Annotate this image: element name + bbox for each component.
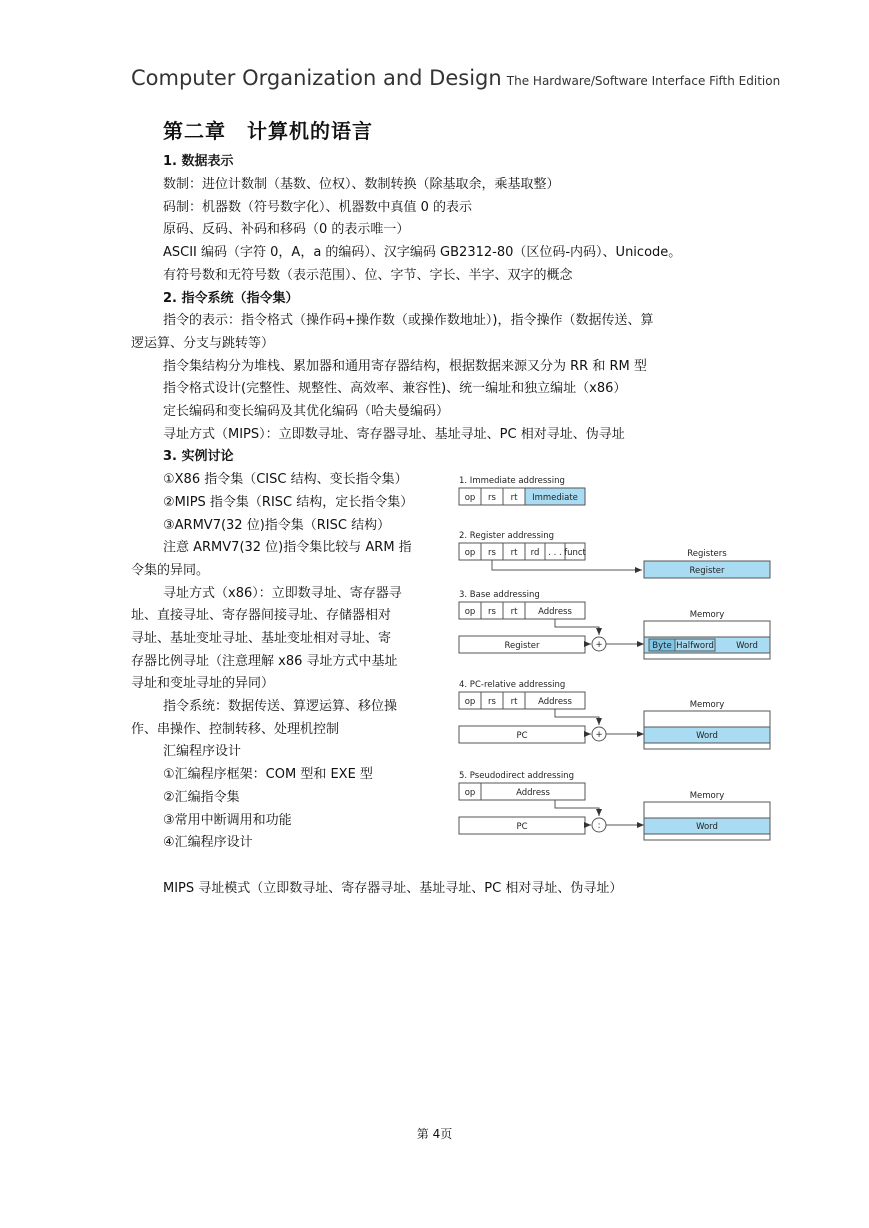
mode3-title: 3. Base addressing bbox=[459, 590, 540, 600]
field-ellipsis: . . . bbox=[548, 548, 562, 558]
adder-symbol: + bbox=[595, 730, 603, 740]
section-2-heading: 2. 指令系统（指令集） bbox=[163, 291, 299, 306]
section-3-line: 指令系统：数据传送、算逻运算、移位操 bbox=[163, 699, 398, 714]
section-2-line: 逻运算、分支与跳转等） bbox=[131, 336, 275, 351]
section-3-line: ②MIPS 指令集（RISC 结构，定长指令集） bbox=[163, 495, 414, 510]
field-rt: rt bbox=[510, 607, 518, 617]
section-3-line: 寻址和变址寻址的异同） bbox=[131, 676, 275, 691]
section-2-line: 指令的表示：指令格式（操作码+操作数（或操作数地址）)，指令操作（数据传送、算 bbox=[163, 313, 654, 328]
section-3-line: 址、直接寻址、寄存器间接寻址、存储器相对 bbox=[131, 608, 392, 623]
section-3-line: ④汇编程序设计 bbox=[163, 835, 253, 850]
memory-label: Memory bbox=[689, 610, 725, 620]
book-subtitle: The Hardware/Software Interface Fifth Edition bbox=[506, 74, 781, 88]
section-3-line: 存器比例寻址（注意理解 x86 寻址方式中基址 bbox=[131, 654, 398, 669]
field-rt: rt bbox=[510, 493, 518, 503]
field-rs: rs bbox=[488, 548, 496, 558]
section-3-line: 寻址、基址变址寻址、基址变址相对寻址、寄 bbox=[131, 631, 392, 646]
word-cell: Word bbox=[736, 641, 758, 651]
mode5-title: 5. Pseudodirect addressing bbox=[459, 771, 574, 781]
field-funct: funct bbox=[564, 548, 586, 558]
field-op: op bbox=[464, 607, 476, 617]
halfword-cell: Halfword bbox=[676, 641, 714, 651]
section-2-line: 指令集结构分为堆栈、累加器和通用寄存器结构，根据数据来源又分为 RR 和 RM 型 bbox=[163, 359, 647, 374]
memory-label: Memory bbox=[689, 791, 725, 801]
field-op: op bbox=[464, 788, 476, 798]
field-rs: rs bbox=[488, 493, 496, 503]
mode4-title: 4. PC-relative addressing bbox=[459, 680, 566, 690]
field-rs: rs bbox=[488, 697, 496, 707]
section-1-heading: 1. 数据表示 bbox=[163, 154, 234, 169]
section-1-line: 码制：机器数（符号数字化）、机器数中真值 0 的表示 bbox=[163, 200, 473, 215]
book-title: Computer Organization and Design bbox=[131, 66, 502, 90]
running-header bbox=[131, 66, 780, 90]
register-cell: Register bbox=[689, 566, 725, 576]
section-2-line: 寻址方式（MIPS）：立即数寻址、寄存器寻址、基址寻址、PC 相对寻址、伪寻址 bbox=[163, 427, 625, 442]
section-3-line: ①X86 指令集（CISC 结构、变长指令集） bbox=[163, 472, 408, 487]
field-op: op bbox=[464, 493, 476, 503]
field-address: Address bbox=[538, 697, 572, 707]
field-rs: rs bbox=[488, 607, 496, 617]
field-rd: rd bbox=[530, 548, 540, 558]
section-3-line: 作、串操作、控制转移、处理机控制 bbox=[131, 722, 340, 737]
field-op: op bbox=[464, 697, 476, 707]
section-3-line: ②汇编指令集 bbox=[163, 790, 240, 805]
page-number: 第 4页 bbox=[416, 1127, 453, 1141]
pc-box: PC bbox=[516, 822, 528, 832]
section-3-line: 注意 ARMV7(32 位)指令集比较与 ARM 指 bbox=[163, 540, 412, 555]
section-3-line: ③常用中断调用和功能 bbox=[163, 813, 292, 828]
field-rt: rt bbox=[510, 548, 518, 558]
field-immediate: Immediate bbox=[532, 493, 578, 503]
section-3-heading: 3. 实例讨论 bbox=[163, 449, 234, 464]
section-1-line: 数制：进位计数制（基数、位权）、数制转换（除基取余，乘基取整） bbox=[163, 177, 560, 192]
section-3-line: ③ARMV7(32 位)指令集（RISC 结构） bbox=[163, 518, 391, 533]
section-3-line: 令集的异同。 bbox=[131, 563, 210, 578]
word-cell: Word bbox=[696, 731, 718, 741]
concat-symbol: : bbox=[597, 821, 601, 831]
mode1-title: 1. Immediate addressing bbox=[459, 476, 565, 486]
section-2-line: 定长编码和变长编码及其优化编码（哈夫曼编码） bbox=[163, 404, 450, 419]
memory-label: Memory bbox=[689, 700, 725, 710]
registers-label: Registers bbox=[687, 549, 727, 559]
section-3-line: 寻址方式（x86）：立即数寻址、寄存器寻 bbox=[163, 586, 402, 601]
mode2-title: 2. Register addressing bbox=[459, 531, 555, 541]
byte-cell: Byte bbox=[652, 641, 672, 651]
field-address: Address bbox=[516, 788, 550, 798]
register-box: Register bbox=[504, 641, 540, 651]
word-cell: Word bbox=[696, 822, 718, 832]
figure-caption: MIPS 寻址模式（立即数寻址、寄存器寻址、基址寻址、PC 相对寻址、伪寻址） bbox=[163, 881, 623, 896]
chapter-title: 第二章 计算机的语言 bbox=[163, 119, 373, 143]
section-1-line: 原码、反码、补码和移码（0 的表示唯一） bbox=[163, 222, 410, 237]
field-op: op bbox=[464, 548, 476, 558]
adder-symbol: + bbox=[595, 640, 603, 650]
section-3-line: ①汇编程序框架：COM 型和 EXE 型 bbox=[163, 767, 373, 782]
field-rt: rt bbox=[510, 697, 518, 707]
mips-addressing-modes-figure bbox=[455, 470, 775, 850]
field-address: Address bbox=[538, 607, 572, 617]
pc-box: PC bbox=[516, 731, 528, 741]
section-3-line: 汇编程序设计 bbox=[163, 744, 242, 759]
section-1-line: 有符号数和无符号数（表示范围）、位、字节、字长、半字、双字的概念 bbox=[163, 268, 573, 283]
section-1-line: ASCII 编码（字符 0，A，a 的编码）、汉字编码 GB2312-80（区位码-内码）、Unicode。 bbox=[163, 245, 682, 260]
section-2-line: 指令格式设计(完整性、规整性、高效率、兼容性)、统一编址和独立编址（x86） bbox=[163, 381, 627, 396]
